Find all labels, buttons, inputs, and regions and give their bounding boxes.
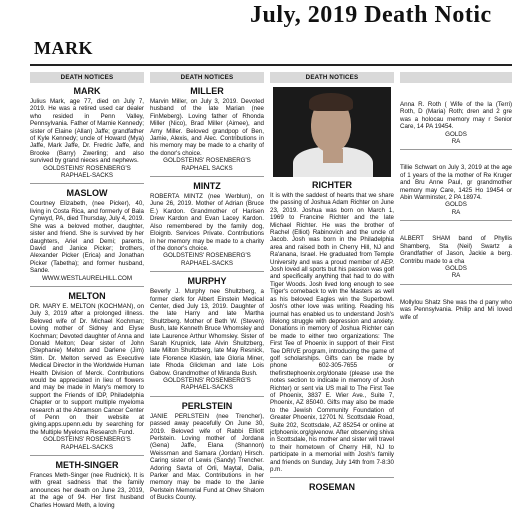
notice-signature: GOLDSTEINS' ROSENBERG'S <box>163 377 251 384</box>
notice-text: Julius Mark, age 77, died on July 7, 2019. He was a retired used car dealer who resided in Penn Valley, Pennsylvania. Father of Marnie Kennedy; sister of Elaine (Allan) Jaffe; grandfather of Kyle Kennedy; uncle of Howard (Mya) Jaffe, Mark Jaffe, Dr. Fredric Jaffe, and Brooke (Barry) Zwerling; and also survived by grand nieces and nephews. <box>30 98 144 165</box>
notice-signature: RAPHAEL-SACKS <box>181 259 233 267</box>
notice-text: Mollylou Shatz She was the d pany who was Pennsylvania. Philip and Mi loved wife of <box>400 298 512 321</box>
page-title: July, 2019 Death Notic <box>250 2 492 28</box>
notice-perlstein <box>150 401 264 502</box>
divider <box>400 284 512 285</box>
column-tab: DEATH NOTICES <box>150 72 264 83</box>
notice-name: METH-SINGER <box>55 460 119 471</box>
notice-signature: RAPHAEL-SACKS <box>61 172 113 180</box>
notice-text: Frances Meth-Singer (nee Rudnick). It is with great sadness that the family announces her death on June 23, 2019, at the age of 94. Her first husband Charles Howard Meth, a loving <box>30 472 144 509</box>
section-name: MARK <box>34 38 93 58</box>
page-header <box>0 0 512 62</box>
notice-name: MILLER <box>190 86 224 96</box>
notice-text: Courtney Elizabeth, (nee Picker), 40, living in Costa Rica, and formerly of Bala Cynwyd, PA, died Thursday, July 4, 2019. She was a beloved mother, daughter, sister and friend. She is survived by her daughters, Ariel and Demi; parents, David and Janice Picker; brothers, Alexander Picker (Erica) and Jonathan Picker (Tabetha); and former husband, Sande. <box>30 200 144 275</box>
header-rule <box>30 64 512 66</box>
notice-name: RICHTER <box>312 180 352 190</box>
notice-signature: RAPHAEL-SACKS <box>61 443 113 451</box>
notice-signature: GOLDS <box>445 201 467 209</box>
notice-name: PERLSTEIN <box>181 400 233 411</box>
column-4 <box>400 72 512 512</box>
notice-signature: RA <box>451 272 461 280</box>
notice-murphy <box>150 276 264 392</box>
notice-text: Beverly J. Murphy nee Shultzberg, a former clerk for Albert Einstein Medical Center, died July 13, 2019. Daughter of the late Harry and late Martha Shultzberg. Mother of Beth W. (Steven) Bush, late Kenneth Bruce Whomsley and late Laurence Arthur Whomsley. Sister of Sarah Krupnick, late Alvin Shultzberg, late Milton Shultzberg, late May Resnick, late Florence Klaskin, late Gloria Miner, late Rhoda Glickman and late Lois Gabow. Grandmother of Miranda Bush. <box>150 288 264 377</box>
divider <box>30 455 144 456</box>
notice-text: Tillie Schwart on July 3, 2019 at the age of 1 years of the la mother of Re Kruger and Bru Anne Paul, gr grandmother memory may Care, 1425 Ho 19454 or Abin Warminster, 2 PA 18974. <box>400 164 512 202</box>
column-3 <box>270 72 394 512</box>
notice-text: Anna R. Roth ( Wife of the la (Terri) Roth, D (Maria) Roth; dren and 2 gre was a holocau memory may r Senior Care, 14 PA 19454. <box>400 101 512 131</box>
notice-text: JANIE PERLSTEIN (nee Trencher), passed away peacefully On June 30, 2019. Beloved wife of Rabbi Elliott Perlstein. Loving mother of Jordana (Gena) Jaffe, Elana (Shannon) Weissman and Samara (Jordan) Hirsch. Caring sister of Lewis (Sandy) Trencher. Adoring Savta of Orli, Maytal, Dalia, Parker and Max. Contributions in her memory may be made to the Janie Perlstein Memorial Fund at Ohev Shalom of Bucks County. <box>150 412 264 502</box>
notice-roth <box>400 101 512 145</box>
notice-melton <box>30 291 144 451</box>
notice-mark <box>30 86 144 179</box>
divider <box>30 183 144 184</box>
notice-shamberg <box>400 235 512 279</box>
notice-text: Marvin Miller, on July 3, 2019. Devoted husband of the late Marian (nee FinMeberg). Loving father of Rhonda Miller (Nico), Brad Miller (Aimee), and Amy Miller. Beloved grandpop of Ben, Jamie, Alexis, and Alec. Contributions in his memory may be made to a charity of the donor's choice. <box>150 98 264 157</box>
notice-signature: GOLDS <box>445 130 467 138</box>
notice-miller <box>150 86 264 172</box>
divider <box>150 396 264 397</box>
column-tab <box>400 72 512 83</box>
notice-mintz <box>150 181 264 267</box>
notice-name: MASLOW <box>66 188 108 199</box>
divider <box>270 477 394 478</box>
divider <box>400 149 512 150</box>
notice-shatz <box>400 299 512 321</box>
divider <box>400 220 512 221</box>
notice-signature: RAPHAEL-SACKS <box>181 384 233 392</box>
notice-signature: GOLDSTEINS' ROSENBERG'S <box>163 157 251 165</box>
column-1 <box>30 72 144 512</box>
notice-name: MURPHY <box>187 276 227 287</box>
notice-schwartz <box>400 164 512 216</box>
notice-roseman <box>270 482 394 492</box>
notice-link[interactable]: WWW.WESTLAURELHILL.COM <box>41 274 133 282</box>
notice-signature: GOLDSTEINS' ROSENBERG'S <box>43 164 131 172</box>
notice-signature: GOLDS <box>445 264 467 272</box>
notice-text: ROBERTA MINTZ (nee Werblun), on June 26, 2019. Mother of Adrian (Bruce E.) Kardon. Grandmother of Harisen Drew Kardon and Evan Lacey Kardon. Also remembered by the family dog, Eloignb. Services Private. Contributions in her memory may be made to a charity of the donor's choice. <box>150 193 264 252</box>
divider <box>150 176 264 177</box>
notice-signature: RAPHAEL SACKS <box>181 164 233 172</box>
notice-signature: GOLDSTEINS' ROSENBERG'S <box>43 436 131 444</box>
column-tab: DEATH NOTICES <box>30 72 144 83</box>
notice-richter <box>270 180 394 473</box>
notice-name: ROSEMAN <box>308 482 355 493</box>
column-2 <box>150 72 264 512</box>
divider <box>30 286 144 287</box>
notice-name: MARK <box>73 86 101 96</box>
notice-text: It is with the saddest of hearts that we share the passing of Joshua Adam Richter on June 23, 2019. Joshua was born on March 1, 1969 to Francine Richter and the late Michael Richter. He was the brother of Rachel (Elliot) Rabinovich and the uncle of Jacob. Josh was born in the Philadelphia area and raised both in Cherry Hill, NJ and Ra'anana, Israel. He graduated from Temple University and was a proud member of AEP. Josh loved all sports but his passion was golf and specifically anything that had to do with Tiger Woods. Josh lived long enough to see Tiger's comeback to win the Masters as well as his beloved Eagles win the Superbowl. Josh's other love was writing. Reading his journal has enabled us to understand Josh's lifelong struggle with depression and anxiety. Donations in memory of Joshua Richter can be made to either two organizations: The First Tee of Phoenix in support of their First Tee DRIVE program, introducing the game of golf scholarships. Gifts can be made by phone 602-305-7655 or thefirsttephoenix.org/donate (please use the notes section to indicate in memory of Josh Richter) or sent via US mail to The First Tee of Phoenix, 3837 E. Wier Ave., Suite 7, Phoenix, AZ 85040. Gifts may also be made to the Jewish Community Foundation of Greater Phoenix, 12701 N. Scottsdale Road, Suite 202, Scottsdale, AZ 85254 or online at jcfphoenix.org/givenow. After observing shiva in Scottsdale, his mother and sister will travel to their hometown of Cherry Hill, NJ to participate in a memorial with Josh's family and friends on Sunday, July 14th from 7-8:30 p.m. <box>270 192 394 474</box>
photo-hair <box>309 93 353 111</box>
notice-name: MINTZ <box>193 181 221 192</box>
notice-signature: GOLDSTEINS' ROSENBERG'S <box>163 252 251 260</box>
notice-signature: RA <box>451 208 461 216</box>
notice-name: MELTON <box>68 290 106 301</box>
notice-text: DR. MARY E. MELTON (KOCHMAN), on July 3, 2019 after a prolonged illness. Beloved wife of Dr. Michael Kochman; Loving mother of Sidney and Elyse Kochman; Devoted daughter of Anna and Donald Melton; Dear sister of John (Stephanie) Melton and Darlene (Jim) Stim. Dr. Melton served as Executive Medical Director in the Worldwide Human Health Division of Merck. Contributions would be appreciated in lieu of flowers and may be made in Mary's memory to support the Friends of IDP, Philadelphia Chapter or to support multiple myeloma research at the Abramson Cancer Center of Penn on their website at giving.apps.upenn.edu by searching for the Multiple Myeloma Research Fund. <box>30 302 144 436</box>
notice-signature: RA <box>451 138 461 146</box>
portrait-photo <box>273 87 391 177</box>
notice-meth-singer <box>30 460 144 509</box>
divider <box>150 271 264 272</box>
notice-maslow <box>30 188 144 281</box>
column-tab: DEATH NOTICES <box>270 72 394 83</box>
notice-text: ALBERT SHAM band of Phyllis Shamberg, Sta (Neil) Swartz a Grandfather of Jason, Jackie a berg. Contribu made to a cha <box>400 235 512 265</box>
